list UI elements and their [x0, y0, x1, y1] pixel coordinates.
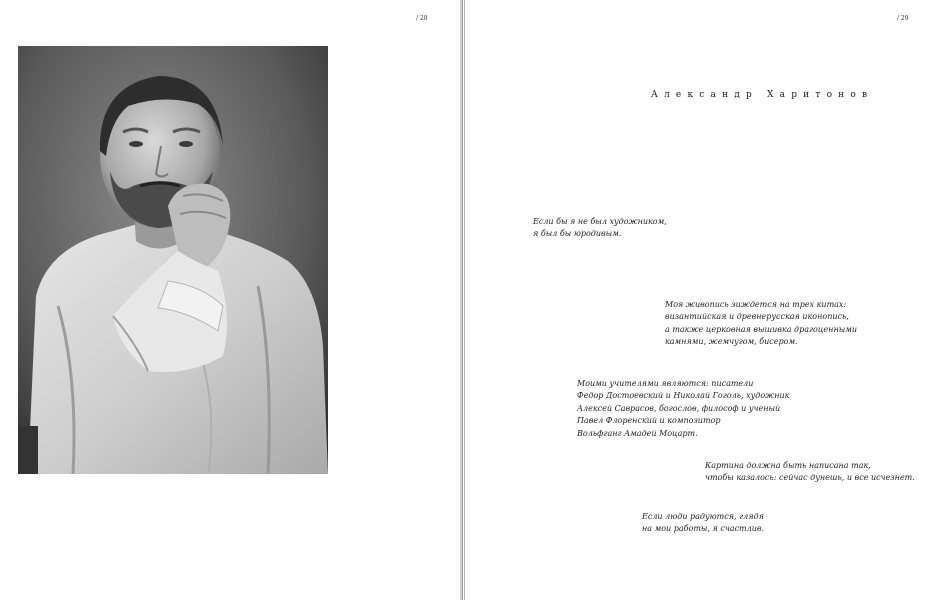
quote-line: чтобы казалось: сейчас дунешь, и все исчезнет. [705, 473, 915, 483]
quote [577, 378, 789, 440]
quote-line: Федор Достоевский и Николай Гоголь, художник [577, 391, 790, 401]
quote-line: на мои работы, я счастлив. [642, 524, 765, 534]
quote-line: Павел Флоренский и композитор [577, 416, 721, 426]
page-number-left: / 28 [416, 15, 428, 22]
quote [533, 216, 667, 241]
quote-line: Моя живопись зиждется на трех китах: [665, 300, 847, 309]
quote-line: я был бы юродивым. [533, 229, 622, 239]
page-number-right: / 29 [897, 15, 909, 22]
quote-line: Если люди радуются, глядя [642, 512, 764, 521]
quote-line: а также церковная вышивка драгоценными [665, 324, 858, 334]
quote-line: Моими учителями являются: писатели [577, 379, 754, 388]
quote [665, 299, 857, 349]
quote-line: Алексей Саврасов, богослов, философ и ученый [577, 403, 781, 413]
portrait-photo [18, 46, 328, 474]
quote-line: Вольфганг Амадей Моцарт. [577, 428, 698, 438]
quote-line: византийская и древнерусская иконопись, [665, 312, 849, 322]
author-name: Александр Харитонов [651, 90, 874, 100]
quote-line: Если бы я не был художником, [533, 217, 667, 226]
right-page [464, 0, 925, 600]
quote-line: камнями, жемчугом, бисером. [665, 337, 798, 347]
quote [705, 460, 915, 485]
quote-line: Картина должна быть написана так, [705, 461, 871, 470]
quote [642, 511, 764, 536]
